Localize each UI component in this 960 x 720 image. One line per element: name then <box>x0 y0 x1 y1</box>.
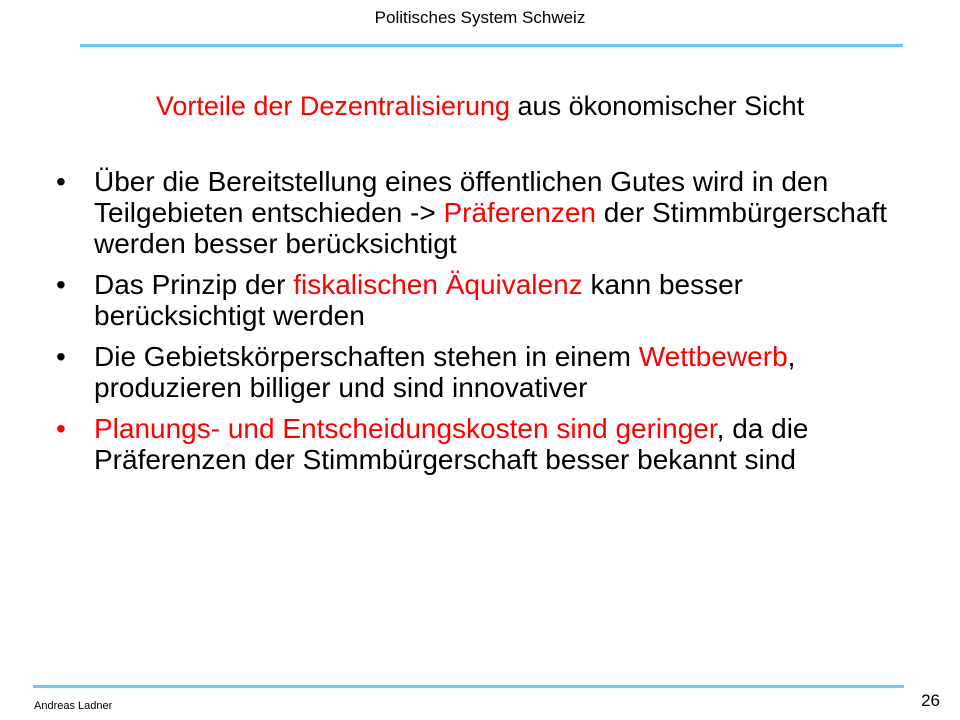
footer-divider <box>33 685 904 688</box>
slide-title-highlight: Vorteile der Dezentralisierung <box>155 91 511 121</box>
header-divider <box>80 44 903 47</box>
bullet-text: , produzieren billiger und sind innovativer <box>94 341 796 403</box>
bullet-item <box>56 341 906 403</box>
bullet-text: kann besser berücksichtigt werden <box>94 269 744 331</box>
bullet-text: Die Gebietskörperschaften stehen in einem <box>94 341 639 372</box>
bullet-highlight: Planungs- und Entscheidungskosten sind geringer <box>94 413 717 444</box>
bullet-item <box>56 413 906 475</box>
bullet-dot-icon: • <box>56 166 66 197</box>
bullet-text: , da die Präferenzen der Stimmbürgerschaft besser bekannt sind <box>94 413 809 475</box>
slide-title-rest: aus ökonomischer Sicht <box>510 91 805 121</box>
bullet-highlight: Wettbewerb <box>638 341 788 372</box>
bullet-dot-icon: • <box>56 341 66 372</box>
bullet-text: Das Prinzip der <box>94 269 294 300</box>
footer-author: Andreas Ladner <box>34 700 113 712</box>
bullet-highlight: Präferenzen <box>443 197 597 228</box>
bullet-item <box>56 166 906 259</box>
bullet-text: Über die Bereitstellung eines öffentlichen Gutes wird in den Teilgebieten entschieden -> <box>94 166 829 228</box>
bullet-dot-icon: • <box>56 269 66 300</box>
page-number: 26 <box>921 691 940 710</box>
bullet-text: der Stimmbürgerschaft werden besser berücksichtigt <box>94 197 888 259</box>
slide-title <box>0 88 960 124</box>
bullet-item <box>56 269 906 331</box>
header-title: Politisches System Schweiz <box>374 8 586 27</box>
bullet-list <box>56 166 906 485</box>
bullet-highlight: fiskalischen Äquivalenz <box>293 269 583 300</box>
bullet-dot-icon: • <box>56 413 66 444</box>
